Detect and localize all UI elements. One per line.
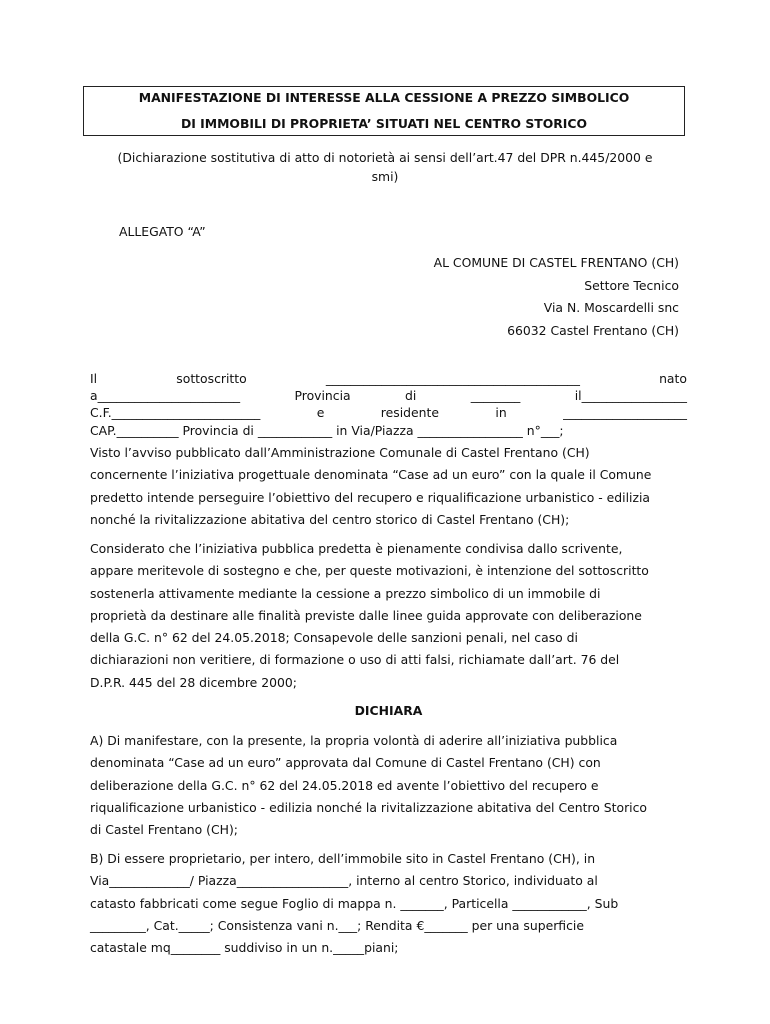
paragraph-line: _________, Cat._____; Consistenza vani n.___; Rendita €_______ per una superficie xyxy=(90,917,584,933)
form-blank: a_______________________ xyxy=(90,388,241,403)
paragraph-line: sostenerla attivamente mediante la cessione a prezzo simbolico di un immobile di xyxy=(90,585,601,601)
paragraph-line: catastale mq________ suddiviso in un n._____piani; xyxy=(90,940,399,956)
form-text: in xyxy=(495,405,507,420)
form-line-2 xyxy=(90,387,687,404)
paragraph-line: della G.C. n° 62 del 24.05.2018; Consapevole delle sanzioni penali, nel caso di xyxy=(90,630,578,646)
paragraph-line: Visto l’avviso pubblicato dall’Amministrazione Comunale di Castel Frentano (CH) xyxy=(90,445,590,460)
paragraph-line: A) Di manifestare, con la presente, la propria volontà di aderire all’iniziativa pubblica xyxy=(90,733,618,748)
form-text: residente xyxy=(380,405,439,420)
form-text: nato xyxy=(659,371,687,386)
paragraph-considerato xyxy=(90,538,687,694)
paragraph-line: predetto intende perseguire l’obiettivo del recupero e riqualificazione urbanistico - edilizia xyxy=(90,489,651,505)
paragraph-line: appare meritevole di sostegno e che, per queste motivazioni, è intenzione del sottoscritto xyxy=(90,563,649,579)
addressee-line-4: 66032 Castel Frentano (CH) xyxy=(507,323,679,339)
subtitle-line-1: (Dichiarazione sostitutiva di atto di notorietà ai sensi dell’art.47 del DPR n.445/2000 e xyxy=(117,150,653,165)
paragraph-line: concernente l’iniziativa progettuale denominata “Case ad un euro” con la quale il Comune xyxy=(90,467,652,483)
form-line-3 xyxy=(90,404,687,421)
paragraph-line: D.P.R. 445 del 28 dicembre 2000; xyxy=(90,674,297,690)
addressee-line-1: AL COMUNE DI CASTEL FRENTANO (CH) xyxy=(433,255,679,270)
addressee-block xyxy=(434,252,679,343)
paragraph-line: nonché la rivitalizzazione abitativa del centro storico di Castel Frentano (CH); xyxy=(90,511,570,527)
form-blank: ________ xyxy=(470,388,521,403)
form-blank: _________________________________________ xyxy=(325,371,580,386)
form-text: sottoscritto xyxy=(176,371,247,386)
paragraph-line: Considerato che l’iniziativa pubblica predetta è pienamente condivisa dallo scrivente, xyxy=(90,541,623,556)
subtitle xyxy=(90,148,680,186)
paragraph-line: deliberazione della G.C. n° 62 del 24.05.2018 ed avente l’obiettivo del recupero e xyxy=(90,777,599,793)
form-line-4 xyxy=(90,422,687,439)
addressee-line-2: Settore Tecnico xyxy=(584,277,679,293)
dichiara-heading: DICHIARA xyxy=(354,703,423,718)
paragraph-line: catasto fabbricati come segue Foglio di mappa n. _______, Particella ____________, Sub xyxy=(90,895,619,911)
form-blank: il_________________ xyxy=(574,388,687,403)
form-text: CAP.__________ Provincia di ____________ in Via/Piazza _________________ n°___; xyxy=(90,423,564,438)
paragraph-point-a xyxy=(90,730,687,841)
paragraph-point-b xyxy=(90,848,687,959)
form-text: Provincia xyxy=(294,388,351,403)
subtitle-line-2: smi) xyxy=(371,169,399,184)
paragraph-line: B) Di essere proprietario, per intero, dell’immobile sito in Castel Frentano (CH), in xyxy=(90,851,596,866)
allegato-label: ALLEGATO “A” xyxy=(119,224,206,239)
title-box xyxy=(83,86,685,136)
form-blank: C.F.________________________ xyxy=(90,405,261,420)
form-text: di xyxy=(405,388,417,403)
paragraph-visto xyxy=(90,442,687,531)
paragraph-line: denominata “Case ad un euro” approvata dal Comune di Castel Frentano (CH) con xyxy=(90,755,601,771)
form-blank: ____________________ xyxy=(563,405,687,420)
title-line-1: MANIFESTAZIONE DI INTERESSE ALLA CESSIONE A PREZZO SIMBOLICO xyxy=(138,90,630,105)
paragraph-line: Via_____________/ Piazza__________________, interno al centro Storico, individuato al xyxy=(90,873,598,889)
paragraph-line: di Castel Frentano (CH); xyxy=(90,822,238,838)
form-text: Il xyxy=(90,371,98,386)
paragraph-line: riqualificazione urbanistico - edilizia nonché la rivitalizzazione abitativa del Centro Storico xyxy=(90,799,648,815)
addressee-line-3: Via N. Moscardelli snc xyxy=(543,300,679,316)
form-text: e xyxy=(316,405,325,420)
paragraph-line: proprietà da destinare alle finalità previste dalle linee guida approvate con deliberazione xyxy=(90,607,642,623)
title-line-2: DI IMMOBILI DI PROPRIETA’ SITUATI NEL CENTRO STORICO xyxy=(180,116,588,131)
paragraph-line: dichiarazioni non veritiere, di formazione o uso di atti falsi, richiamate dall’art. 76 del xyxy=(90,652,620,668)
form-line-1 xyxy=(90,370,687,387)
